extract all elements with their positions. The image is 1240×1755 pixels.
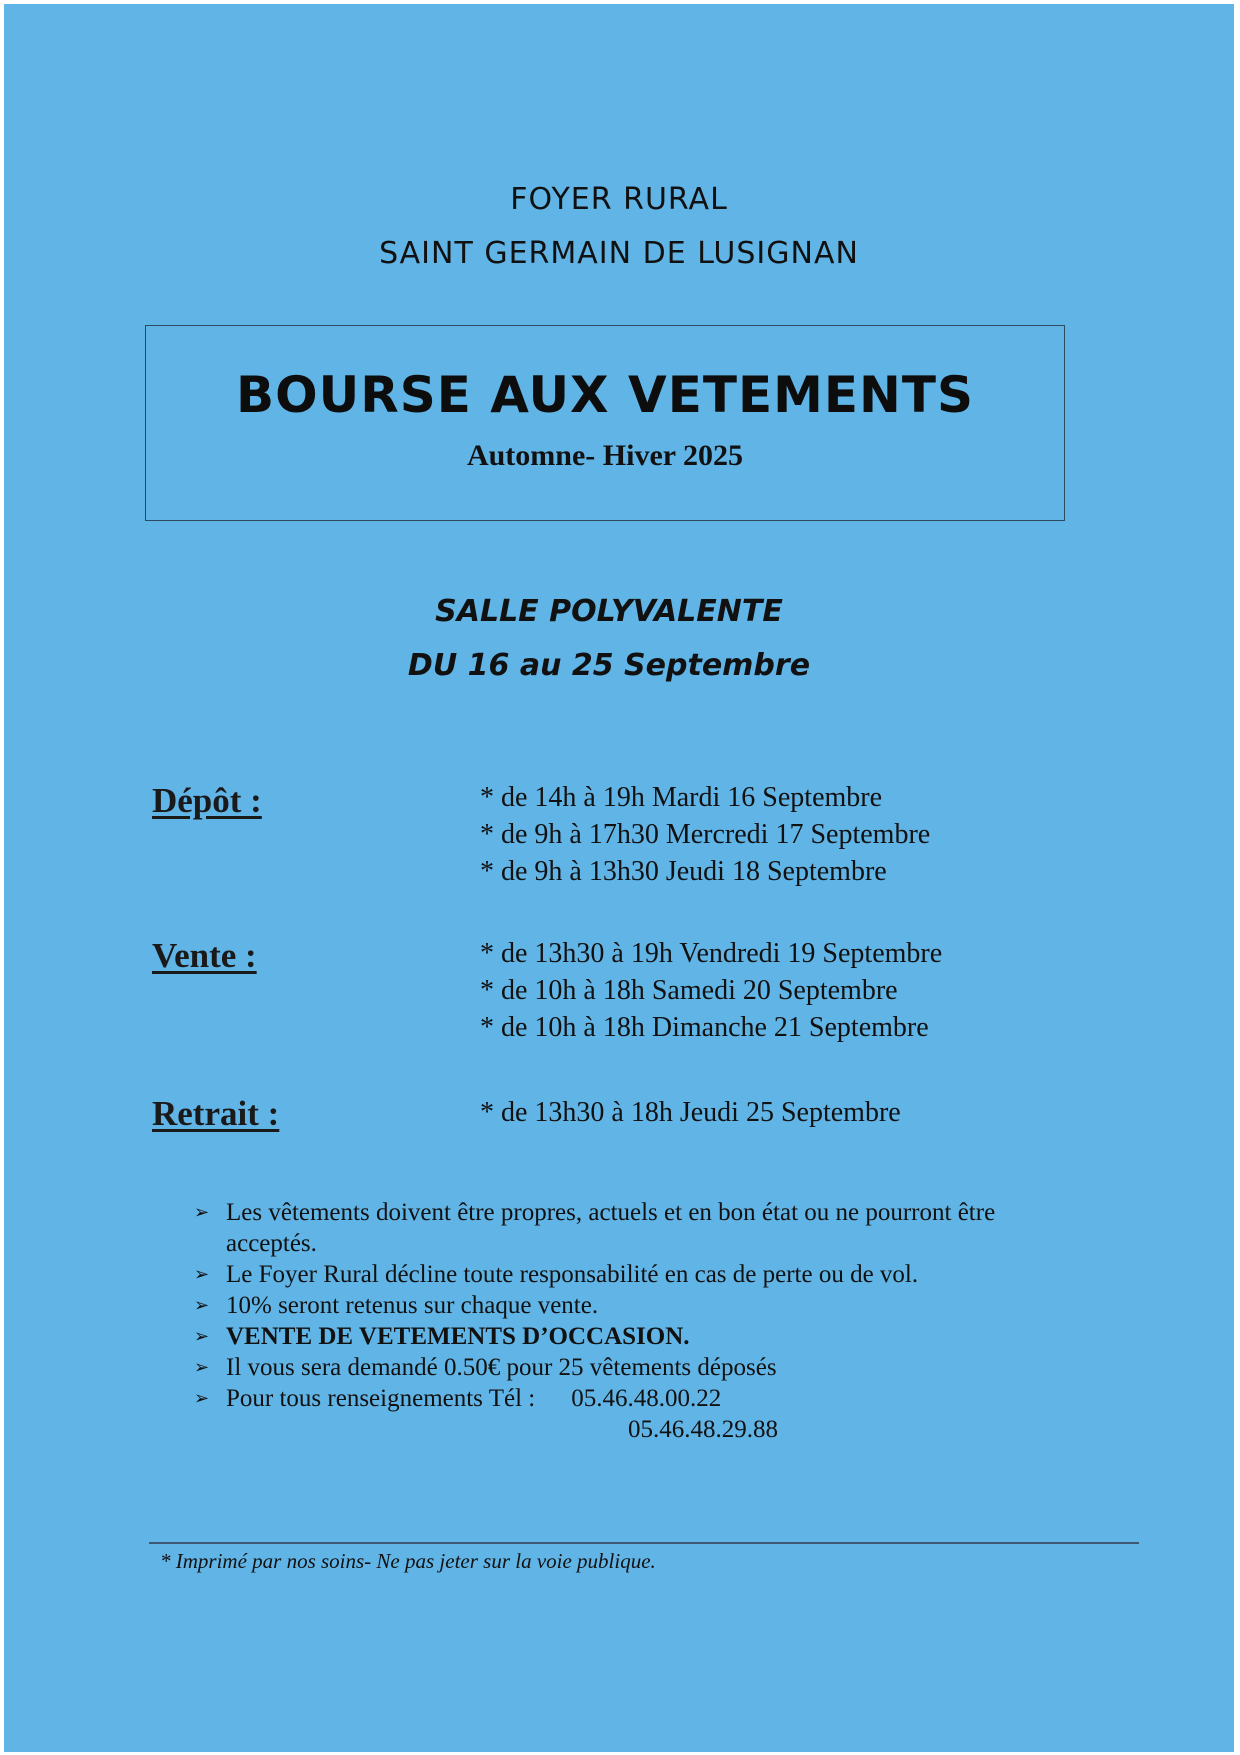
note-text: Il vous sera demandé 0.50€ pour 25 vêtements déposés — [226, 1354, 777, 1381]
note-text: VENTE DE VETEMENTS D’OCCASION. — [226, 1323, 690, 1350]
note-text: Pour tous renseignements Tél : — [226, 1385, 536, 1412]
arrowhead-bullet-icon: ➢ — [194, 1202, 210, 1222]
note-text: Le Foyer Rural décline toute responsabilité en cas de perte ou de vol. — [226, 1261, 919, 1288]
venue-dates: DU 16 au 25 Septembre — [407, 648, 811, 683]
notes-list — [190, 1197, 1090, 1445]
note-item — [190, 1259, 1090, 1290]
phone-number: 05.46.48.29.88 — [628, 1416, 778, 1443]
org-name: FOYER RURAL — [510, 182, 728, 217]
event-season: Automne- Hiver 2025 — [466, 439, 744, 472]
footer-note: * Imprimé par nos soins- Ne pas jeter sur la voie publique. — [160, 1549, 656, 1573]
note-item — [190, 1197, 1090, 1259]
note-item — [190, 1383, 1090, 1445]
event-title: BOURSE AUX VETEMENTS — [236, 366, 974, 424]
org-town: SAINT GERMAIN DE LUSIGNAN — [379, 236, 859, 271]
depot-label: Dépôt : — [152, 781, 262, 820]
note-item — [190, 1321, 1090, 1352]
arrowhead-bullet-icon: ➢ — [194, 1357, 210, 1377]
depot-slot: * de 9h à 13h30 Jeudi 18 Septembre — [480, 856, 887, 887]
note-text: Les vêtements doivent être propres, actuels et en bon état ou ne pourront être acceptés. — [226, 1199, 996, 1257]
vente-slot: * de 13h30 à 19h Vendredi 19 Septembre — [480, 938, 943, 969]
depot-slot: * de 9h à 17h30 Mercredi 17 Septembre — [480, 819, 931, 850]
depot-slot: * de 14h à 19h Mardi 16 Septembre — [480, 782, 883, 813]
venue-name: SALLE POLYVALENTE — [435, 594, 783, 629]
footer-divider — [149, 1542, 1139, 1544]
arrowhead-bullet-icon: ➢ — [194, 1295, 210, 1315]
vente-label: Vente : — [152, 936, 257, 975]
retrait-slot: * de 13h30 à 18h Jeudi 25 Septembre — [480, 1097, 901, 1128]
note-item — [190, 1290, 1090, 1321]
vente-slot: * de 10h à 18h Dimanche 21 Septembre — [480, 1012, 929, 1043]
arrowhead-bullet-icon: ➢ — [194, 1264, 210, 1284]
arrowhead-bullet-icon: ➢ — [194, 1388, 210, 1408]
phone-number: 05.46.48.00.22 — [571, 1385, 722, 1412]
title-box — [145, 325, 1065, 521]
flyer-sheet — [4, 4, 1234, 1752]
arrowhead-bullet-icon: ➢ — [194, 1326, 210, 1346]
vente-slot: * de 10h à 18h Samedi 20 Septembre — [480, 975, 898, 1006]
retrait-label: Retrait : — [152, 1094, 280, 1133]
note-item — [190, 1352, 1090, 1383]
note-text: 10% seront retenus sur chaque vente. — [226, 1292, 599, 1319]
